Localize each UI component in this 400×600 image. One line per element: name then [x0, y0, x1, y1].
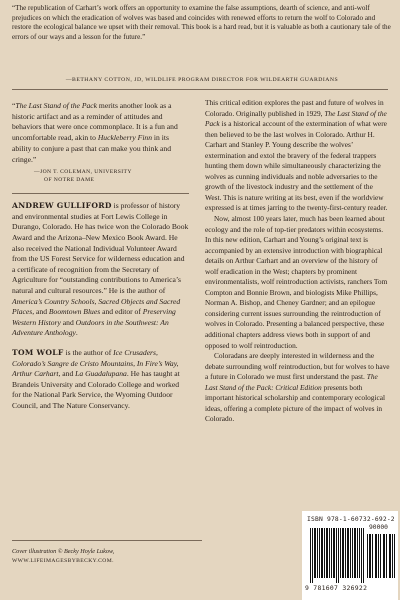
barcode-bars [310, 528, 364, 583]
barcode-digits: 9 781607 326922 [305, 584, 368, 592]
author-bio-wolf: TOM WOLF is the author of Ice Crusaders, Colorado’s Sangre de Cristo Mountains, In Fire’s Way, Arthur Carhart, and La Guadalupana. He has taught at Brandeis University and Colorado College and worked for the National Park Service, the Wyoming Outdoor Council, and The Nature Conservancy. [12, 347, 180, 410]
description-paragraph: Now, almost 100 years later, much has been learned about ecology and the role of top-tier predators within ecosystems. In this new edition, Carhart and Young’s original text is accompanied by an extensive introduction with biographical details on Arthur Carhart and an overview of the history of wolf eradication in the West; chapters by prominent environmentalists, wolf reintroduction activists, ranchers Tom Compton and Bonnie Brown, and biologists Mike Phillips, Norman A. Bishop, and Cheney Gardner; and an epilogue considering current issues surrounding the reintroduction of wolves in Colorado. Presenting a balanced perspective, these additional chapters address views both in support of and opposed to wolf reintroduction. [205, 214, 388, 350]
credit-url[interactable]: WWW.LIFEIMAGESBYBECKY.COM. [12, 557, 114, 564]
price-barcode-bars [366, 528, 396, 578]
description-paragraph: This critical edition explores the past and future of wolves in Colorado. Originally published in 1929, The Last Stand of the Pack is a historical account of the extermination of what were then believed to be the last wolves in Colorado. Arthur H. Carhart and Stanley P. Young describe the wolves’ extermination and extol the bravery of the federal trappers hunting them down while simultaneously characterizing the wolves as cunning individuals and noble adversaries to the growth of the livestock industry and the settlement of the West. This is nature writing at its best, even if the worldview expressed is at times jarring to the twenty-first-century reader. [205, 98, 388, 213]
divider-rule [12, 89, 388, 90]
isbn-barcode [302, 511, 398, 600]
isbn-number: ISBN 978-1-60732-692-2 [307, 516, 395, 523]
divider-rule [12, 193, 189, 194]
cover-credit: Cover illustration © Becky Hoyle Lukow, WWW.LIFEIMAGESBYBECKY.COM. [12, 548, 202, 565]
description-paragraph: Coloradans are deeply interested in wilderness and the debate surrounding wolf reintroduction, but for wolves to have a future in Colorado we must first understand the past. The Last Stand of the Pack: Critical Edition presents both important historical scholarship and contemporary ecological ideas, offering a complete picture of the impact of wolves in Colorado. [205, 351, 390, 424]
second-review-quote: “The Last Stand of the Pack merits another look as a historic artifact and as a reminder of attitudes and behaviors that were once commonplace. It is a fun and uncomfortable read, akin to Huckleberry Finn in its ability to conjure a past that can make you think and cringe.” [12, 101, 178, 164]
divider-rule [12, 540, 202, 541]
top-review-quote: “The republication of Carhart’s work offers an opportunity to examine the false assumptions, dearth of science, and anti-wolf prejudices on which the eradication of wolves was based and coincides with renewed efforts to return the wolf to Colorado and restore the ecological balance we upset with their removal. This book is a hard read, but it is valuable as both a cautionary tale of the errors of our ways and a lesson for the future.” [12, 4, 391, 41]
description-column [205, 98, 390, 425]
second-review-attribution: —JON T. COLEMAN, UNIVERSITY OF NOTRE DAME [34, 169, 132, 184]
top-review-attribution: —BETHANY COTTON, JD, WILDLIFE PROGRAM DIRECTOR FOR WILDEARTH GUARDIANS [65, 77, 339, 83]
left-column [12, 98, 189, 412]
price-code: 90000 [369, 524, 388, 531]
author-bio-gulliford: ANDREW GULLIFORD is professor of history and environmental studies at Fort Lewis College in Durango, Colorado. He has twice won the Colorado Book Award and the Arizona–New Mexico Book Award. He also received the National Individual Volunteer Award from the US Forest Service for wilderness education and a certificate of recognition from the Secretary of Agriculture for “outstanding contributions to America’s natural and cultural resources.” He is the author of America’s Country Schools, Sacred Objects and Sacred Places, and Boomtown Blues and editor of Preserving Western History and Outdoors in the Southwest: An Adventure Anthology. [12, 201, 189, 338]
